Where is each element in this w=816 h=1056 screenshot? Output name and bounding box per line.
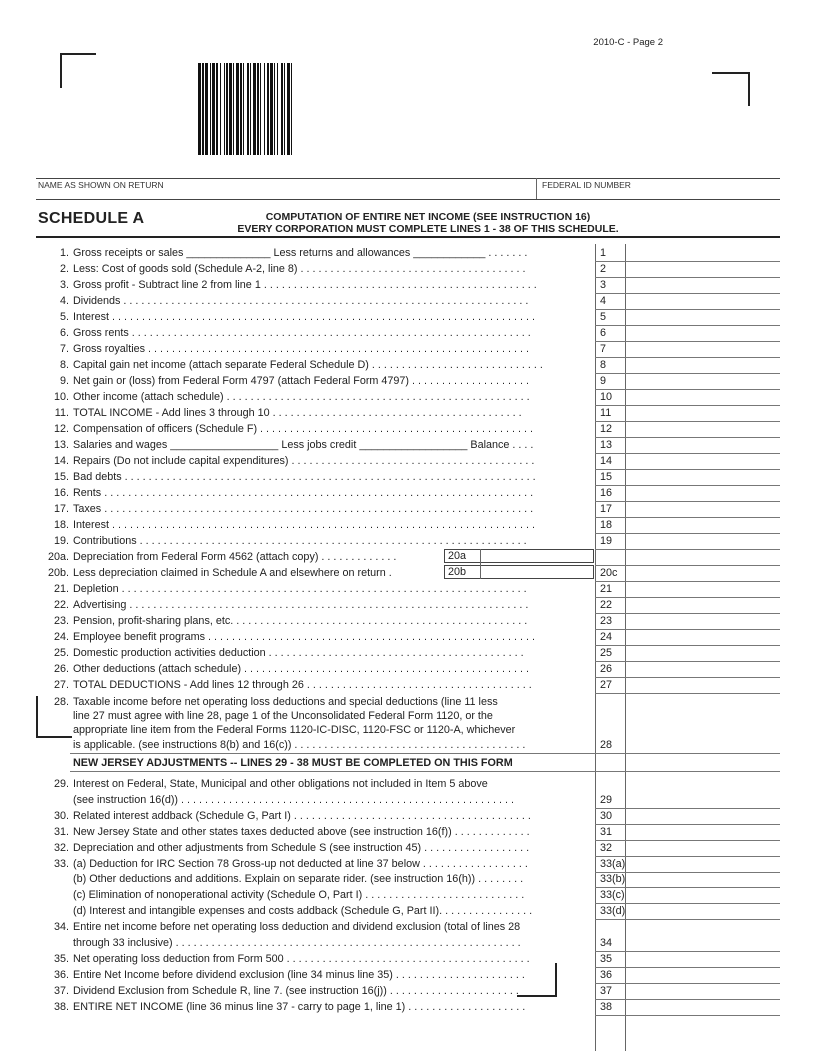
line-ref: 22 [600, 599, 613, 611]
line-28-bracket [36, 696, 72, 738]
amount-column-left-border [625, 244, 626, 1051]
line-ref: 9 [600, 375, 607, 387]
line-number: 15. [53, 471, 69, 483]
line-28-text-1: Taxable income before net operating loss deductions and special deductions (line 11 less [73, 696, 498, 708]
header-separator [536, 178, 537, 200]
amount-field[interactable] [595, 951, 780, 952]
line-number: 23. [53, 615, 69, 627]
line-text: Less depreciation claimed in Schedule A and elsewhere on return . [73, 567, 392, 579]
line-ref: 19 [600, 535, 613, 547]
line-ref: 24 [600, 631, 613, 643]
amount-field[interactable] [595, 983, 780, 984]
amount-field[interactable] [595, 533, 780, 534]
line-number: 8. [59, 359, 69, 371]
amount-field[interactable] [595, 517, 780, 518]
line-number: 6. [59, 327, 69, 339]
amount-field[interactable] [595, 967, 780, 968]
line-text: Bad debts . . . . . . . . . . . . . . . . . . . . . . . . . . . . . . . . . . . . . . . . . . . . . . . . . . . . . . . . . . . . . . . . . . . . . [73, 471, 536, 483]
line-number: 4. [59, 295, 69, 307]
line-ref: 34 [600, 937, 613, 949]
line-number: 24. [53, 631, 69, 643]
line-ref: 16 [600, 487, 613, 499]
line-ref: 32 [600, 842, 613, 854]
amount-field[interactable] [595, 581, 780, 582]
amount-field[interactable] [595, 373, 780, 374]
line-number: 1. [59, 247, 69, 259]
amount-field[interactable] [595, 325, 780, 326]
line-text: Contributions . . . . . . . . . . . . . . . . . . . . . . . . . . . . . . . . . . . . . . . . . . . . . . . . . . . . . . . . . . . . . . . . . [73, 535, 527, 547]
line-text: Gross receipts or sales ______________ Less returns and allowances ____________ . . . . . . . [73, 247, 528, 259]
amount-field[interactable] [595, 469, 780, 470]
line-number: 34. [53, 921, 69, 933]
line-ref: 6 [600, 327, 607, 339]
amount-field[interactable] [595, 824, 780, 825]
amount-field[interactable] [595, 661, 780, 662]
line-ref: 33(c) [600, 889, 625, 901]
line-ref: 4 [600, 295, 607, 307]
line-number: 31. [53, 826, 69, 838]
line-20b-box-label: 20b [448, 566, 467, 578]
amount-field[interactable] [595, 453, 780, 454]
schedule-heading-2: EVERY CORPORATION MUST COMPLETE LINES 1 - 38 OF THIS SCHEDULE. [237, 223, 619, 235]
amount-field[interactable] [595, 277, 780, 278]
line-number: 33. [53, 858, 69, 870]
line-20a-box[interactable] [444, 549, 594, 563]
line-28-ref: 28 [600, 739, 613, 751]
amount-field[interactable] [595, 309, 780, 310]
amount-field[interactable] [595, 597, 780, 598]
line-text: Gross royalties . . . . . . . . . . . . . . . . . . . . . . . . . . . . . . . . . . . . . . . . . . . . . . . . . . . . . . . . . . . . . . . . [73, 343, 529, 355]
line-text: Net gain or (loss) from Federal Form 4797 (attach Federal Form 4797) . . . . . . . . . . . . . . . . . . . . [73, 375, 530, 387]
line-text: Rents . . . . . . . . . . . . . . . . . . . . . . . . . . . . . . . . . . . . . . . . . . . . . . . . . . . . . . . . . . . . . . . . . . . . . . . . [73, 487, 534, 499]
line-number: 12. [53, 423, 69, 435]
line-number: 10. [53, 391, 69, 403]
line-text: Depreciation from Federal Form 4562 (attach copy) . . . . . . . . . . . . . [73, 551, 397, 563]
line-text: Employee benefit programs . . . . . . . . . . . . . . . . . . . . . . . . . . . . . . . . . . . . . . . . . . . . . . . . . . . . . . . [73, 631, 535, 643]
line-number: 22. [53, 599, 69, 611]
line-text: Entire net income before net operating loss deduction and dividend exclusion (total of lines 28 [73, 921, 521, 933]
line-text: Salaries and wages __________________ Less jobs credit __________________ Balance . . . . [73, 439, 534, 451]
line-text: Other income (attach schedule) . . . . . . . . . . . . . . . . . . . . . . . . . . . . . . . . . . . . . . . . . . . . . . . . . . . [73, 391, 530, 403]
amount-field[interactable] [595, 645, 780, 646]
amount-field[interactable] [595, 1015, 780, 1016]
line-ref: 29 [600, 794, 613, 806]
line-text: TOTAL DEDUCTIONS - Add lines 12 through 26 . . . . . . . . . . . . . . . . . . . . . . . . . . . . . . . . . . . . . . [73, 679, 532, 691]
line-ref: 23 [600, 615, 613, 627]
line-ref: 26 [600, 663, 613, 675]
line-number: 13. [53, 439, 69, 451]
amount-field[interactable] [595, 405, 780, 406]
line-text: Interest . . . . . . . . . . . . . . . . . . . . . . . . . . . . . . . . . . . . . . . . . . . . . . . . . . . . . . . . . . . . . . . . . . . . . . . [73, 519, 535, 531]
line-text: (see instruction 16(d)) . . . . . . . . . . . . . . . . . . . . . . . . . . . . . . . . . . . . . . . . . . . . . . . . . . . . . . . . [73, 794, 514, 806]
line-28-text-3: appropriate line item from the Federal Forms 1120-IC-DISC, 1120-FSC or 1120-A, whichever [73, 724, 516, 736]
line-number: 2. [59, 263, 69, 275]
line-number: 27. [53, 679, 69, 691]
line-number: 16. [53, 487, 69, 499]
line-ref: 8 [600, 359, 607, 371]
line-text: (a) Deduction for IRC Section 78 Gross-up not deducted at line 37 below . . . . . . . . . . . . . . . . . . [73, 858, 528, 870]
line-28-text-4: is applicable. (see instructions 8(b) and 16(c)) . . . . . . . . . . . . . . . . . . . . . . . . . . . . . . . . . . . . . . . [73, 739, 526, 751]
line-text: Interest . . . . . . . . . . . . . . . . . . . . . . . . . . . . . . . . . . . . . . . . . . . . . . . . . . . . . . . . . . . . . . . . . . . . . . . [73, 311, 535, 323]
bracket-mark-bottom [517, 963, 557, 997]
line-number: 11. [54, 407, 69, 419]
line-ref: 15 [600, 471, 613, 483]
line-text: Domestic production activities deduction . . . . . . . . . . . . . . . . . . . . . . . . . . . . . . . . . . . . . . . . . . . [73, 647, 524, 659]
line-text: Dividend Exclusion from Schedule R, line 7. (see instruction 16(j)) . . . . . . . . . . . . . . . . . . . . . . [73, 985, 519, 997]
amount-field[interactable] [595, 293, 780, 294]
schedule-heading-rule [36, 236, 780, 238]
line-text: Capital gain net income (attach separate Federal Schedule D) . . . . . . . . . . . . . . . . . . . . . . . . . . . . . [73, 359, 543, 371]
line-number: 26. [53, 663, 69, 675]
line-ref: 36 [600, 969, 613, 981]
line-20a-box-label: 20a [448, 550, 467, 562]
line-text: Depreciation and other adjustments from Schedule S (see instruction 45) . . . . . . . . . . . . . . . . . . [73, 842, 530, 854]
line-text: Less: Cost of goods sold (Schedule A-2, line 8) . . . . . . . . . . . . . . . . . . . . . . . . . . . . . . . . . . . . . . [73, 263, 526, 275]
line-number: 19. [53, 535, 69, 547]
amount-field[interactable] [595, 261, 780, 262]
amount-field[interactable] [595, 613, 780, 614]
amount-field[interactable] [595, 501, 780, 502]
line-number: 30. [53, 810, 69, 822]
line-text: Depletion . . . . . . . . . . . . . . . . . . . . . . . . . . . . . . . . . . . . . . . . . . . . . . . . . . . . . . . . . . . . . . . . . . . . [73, 583, 527, 595]
amount-field[interactable] [595, 856, 780, 857]
line-number: 18. [53, 519, 69, 531]
line-ref: 7 [600, 343, 607, 355]
line-20b-box[interactable] [444, 565, 594, 579]
line-20-box-divider [480, 549, 481, 579]
ref-column-left-border [595, 244, 596, 1051]
line-text: Dividends . . . . . . . . . . . . . . . . . . . . . . . . . . . . . . . . . . . . . . . . . . . . . . . . . . . . . . . . . . . . . . . . . . . . [73, 295, 529, 307]
line-ref: 33(b) [600, 873, 626, 885]
line-text: (d) Interest and intangible expenses and costs addback (Schedule G, Part II). . . . . . . . . . . . . . . . [73, 905, 533, 917]
line-text: Net operating loss deduction from Form 500 . . . . . . . . . . . . . . . . . . . . . . . . . . . . . . . . . . . . . . . . . [73, 953, 530, 965]
line-ref: 17 [600, 503, 613, 515]
line-ref: 30 [600, 810, 613, 822]
line-ref: 35 [600, 953, 613, 965]
line-ref: 1 [600, 247, 607, 259]
page-label: 2010-C - Page 2 [593, 37, 663, 48]
line-text: Related interest addback (Schedule G, Part I) . . . . . . . . . . . . . . . . . . . . . . . . . . . . . . . . . . . . . . . . [73, 810, 531, 822]
line-text: Taxes . . . . . . . . . . . . . . . . . . . . . . . . . . . . . . . . . . . . . . . . . . . . . . . . . . . . . . . . . . . . . . . . . . . . . . . . [73, 503, 534, 515]
amount-field[interactable] [595, 903, 780, 904]
amount-field[interactable] [595, 565, 780, 566]
schedule-title: SCHEDULE A [38, 210, 145, 227]
line-text: Entire Net Income before dividend exclusion (line 34 minus line 35) . . . . . . . . . . . . . . . . . . . . . . [73, 969, 525, 981]
line-text: through 33 inclusive) . . . . . . . . . . . . . . . . . . . . . . . . . . . . . . . . . . . . . . . . . . . . . . . . . . . . . . . . . . [73, 937, 521, 949]
amount-field[interactable] [595, 840, 780, 841]
line-ref: 3 [600, 279, 607, 291]
line-number: 9. [59, 375, 69, 387]
line-text: New Jersey State and other states taxes deducted above (see instruction 16(f)) . . . . . . . . . . . . . [73, 826, 530, 838]
barcode [198, 63, 355, 155]
name-label: NAME AS SHOWN ON RETURN [38, 180, 164, 190]
line-number: 21. [53, 583, 69, 595]
line-number: 25. [53, 647, 69, 659]
schedule-heading-1: COMPUTATION OF ENTIRE NET INCOME (SEE INSTRUCTION 16) [265, 211, 591, 223]
line-ref: 21 [600, 583, 613, 595]
line-number: 20b. [47, 567, 69, 579]
amount-field[interactable] [595, 421, 780, 422]
line-ref: 10 [600, 391, 613, 403]
amount-field[interactable] [595, 999, 780, 1000]
line-number: 32. [53, 842, 69, 854]
line-ref: 2 [600, 263, 607, 275]
line-number: 20a. [47, 551, 69, 563]
amount-field[interactable] [595, 919, 780, 920]
line-ref: 13 [600, 439, 613, 451]
amount-field[interactable] [595, 341, 780, 342]
line-ref: 14 [600, 455, 613, 467]
amount-field[interactable] [595, 549, 780, 550]
corner-mark-top-right [712, 72, 750, 106]
line-text: (b) Other deductions and additions. Explain on separate rider. (see instruction 16(h)) . . . . . . . . [73, 873, 524, 885]
line-number: 3. [59, 279, 69, 291]
line-ref: 33(a) [600, 858, 626, 870]
nj-heading-rule [70, 771, 780, 772]
amount-field[interactable] [595, 693, 780, 694]
line-number: 38. [53, 1001, 69, 1013]
amount-field[interactable] [595, 437, 780, 438]
line-text: Compensation of officers (Schedule F) . . . . . . . . . . . . . . . . . . . . . . . . . . . . . . . . . . . . . . . . . . . . . . [73, 423, 534, 435]
line-ref: 18 [600, 519, 613, 531]
line-number: 29. [53, 778, 69, 790]
line-text: Gross rents . . . . . . . . . . . . . . . . . . . . . . . . . . . . . . . . . . . . . . . . . . . . . . . . . . . . . . . . . . . . . . . . . . . [73, 327, 531, 339]
line-text: ENTIRE NET INCOME (line 36 minus line 37 - carry to page 1, line 1) . . . . . . . . . . . . . . . . . . . . [73, 1001, 526, 1013]
line-ref: 11 [600, 407, 612, 419]
line-text: Pension, profit-sharing plans, etc. . . . . . . . . . . . . . . . . . . . . . . . . . . . . . . . . . . . . . . . . . . . . . . . . . [73, 615, 528, 627]
amount-field[interactable] [595, 677, 780, 678]
line-ref: 37 [600, 985, 613, 997]
amount-field[interactable] [595, 357, 780, 358]
line-ref: 5 [600, 311, 607, 323]
line-text: Repairs (Do not include capital expenditures) . . . . . . . . . . . . . . . . . . . . . . . . . . . . . . . . . . . . . . . . . [73, 455, 535, 467]
line-ref: 20c [600, 567, 618, 579]
line-text: Gross profit - Subtract line 2 from line 1 . . . . . . . . . . . . . . . . . . . . . . . . . . . . . . . . . . . . . . . . . . . . . . [73, 279, 537, 291]
line-number: 36. [53, 969, 69, 981]
line-ref: 38 [600, 1001, 613, 1013]
line-text: Interest on Federal, State, Municipal and other obligations not included in Item 5 above [73, 778, 488, 790]
line-28-text-2: line 27 must agree with line 28, page 1 of the Unconsolidated Federal Form 1120, or the [73, 710, 493, 722]
line-ref: 31 [600, 826, 613, 838]
line-ref: 27 [600, 679, 613, 691]
line-number: 17. [53, 503, 69, 515]
line-text: TOTAL INCOME - Add lines 3 through 10 . . . . . . . . . . . . . . . . . . . . . . . . . . . . . . . . . . . . . . . . . . [73, 407, 522, 419]
nj-adjustments-heading: NEW JERSEY ADJUSTMENTS -- LINES 29 - 38 MUST BE COMPLETED ON THIS FORM [73, 757, 513, 769]
name-field-line[interactable] [36, 199, 536, 200]
amount-field[interactable] [595, 629, 780, 630]
line-number: 7. [59, 343, 69, 355]
line-text: (c) Elimination of nonoperational activity (Schedule O, Part I) . . . . . . . . . . . . . . . . . . . . . . . . . . . [73, 889, 525, 901]
federal-id-field-line[interactable] [536, 199, 780, 200]
line-text: Other deductions (attach schedule) . . . . . . . . . . . . . . . . . . . . . . . . . . . . . . . . . . . . . . . . . . . . . . . . [73, 663, 530, 675]
amount-field[interactable] [595, 808, 780, 809]
corner-mark-top-left [60, 53, 96, 88]
line-ref: 12 [600, 423, 613, 435]
line-28-rule [70, 753, 780, 754]
line-number: 5. [59, 311, 69, 323]
line-text: Advertising . . . . . . . . . . . . . . . . . . . . . . . . . . . . . . . . . . . . . . . . . . . . . . . . . . . . . . . . . . . . . . . . . . . [73, 599, 529, 611]
amount-field[interactable] [595, 887, 780, 888]
line-number: 35. [53, 953, 69, 965]
line-number: 37. [53, 985, 69, 997]
amount-field[interactable] [595, 389, 780, 390]
line-number: 14. [53, 455, 69, 467]
header-top-rule [36, 178, 780, 179]
amount-field[interactable] [595, 485, 780, 486]
federal-id-label: FEDERAL ID NUMBER [542, 180, 631, 190]
line-ref: 33(d) [600, 905, 626, 917]
line-ref: 25 [600, 647, 613, 659]
